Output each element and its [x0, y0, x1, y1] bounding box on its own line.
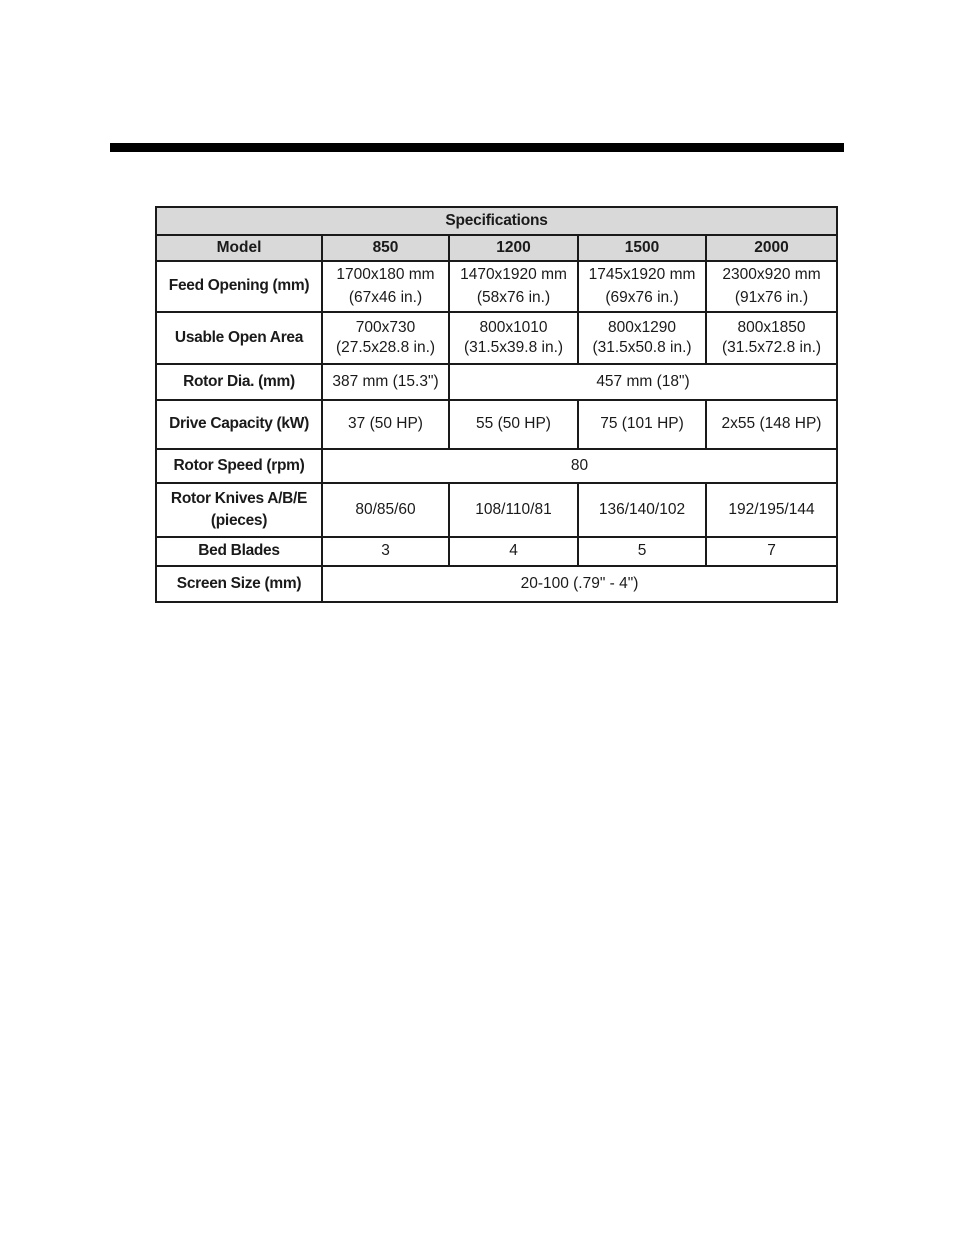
header-rule — [110, 143, 844, 152]
cell-line: 2300x920 mm — [722, 266, 821, 284]
row-label-drive-capacity: Drive Capacity (kW) — [156, 400, 322, 449]
header-850: 850 — [322, 235, 449, 261]
header-1500: 1500 — [578, 235, 706, 261]
table-row — [156, 261, 837, 312]
cell-line: 1745x1920 mm — [588, 266, 696, 284]
cell-line: 700x730 — [355, 318, 416, 336]
cell-line: (67x46 in.) — [348, 288, 423, 306]
row-label-rotor-speed: Rotor Speed (rpm) — [156, 449, 322, 483]
table-row — [156, 400, 837, 449]
cell-line: 1700x180 mm — [336, 266, 435, 284]
table-cell: 5 — [578, 537, 706, 566]
table-cell — [322, 312, 449, 364]
table-cell — [706, 261, 837, 312]
table-cell — [578, 312, 706, 364]
table-row — [156, 483, 837, 537]
table-cell: 192/195/144 — [706, 483, 837, 537]
table-cell — [449, 261, 578, 312]
header-2000: 2000 — [706, 235, 837, 261]
header-1200: 1200 — [449, 235, 578, 261]
table-row — [156, 537, 837, 566]
table-cell: 80 — [322, 449, 837, 483]
table-cell — [706, 312, 837, 364]
table-cell — [322, 261, 449, 312]
cell-line: 1470x1920 mm — [460, 266, 567, 284]
header-model: Model — [156, 235, 322, 261]
table-cell: 457 mm (18") — [449, 364, 837, 400]
table-cell: 75 (101 HP) — [578, 400, 706, 449]
row-label-rotor-dia: Rotor Dia. (mm) — [156, 364, 322, 400]
row-label-screen-size: Screen Size (mm) — [156, 566, 322, 602]
table-row — [156, 449, 837, 483]
caption-row — [156, 207, 837, 235]
cell-line: 800x1290 — [607, 318, 677, 336]
table-cell — [449, 312, 578, 364]
table-cell: 55 (50 HP) — [449, 400, 578, 449]
table-cell: 3 — [322, 537, 449, 566]
table-cell: 2x55 (148 HP) — [706, 400, 837, 449]
table-row — [156, 364, 837, 400]
table-cell: 7 — [706, 537, 837, 566]
table-cell: 80/85/60 — [322, 483, 449, 537]
row-label-usable-open-area: Usable Open Area — [156, 312, 322, 364]
cell-line: (31.5x50.8 in.) — [592, 339, 692, 356]
table-row — [156, 566, 837, 602]
cell-line: (58x76 in.) — [476, 288, 551, 306]
row-label-line: (pieces) — [210, 512, 268, 529]
table-cell — [578, 261, 706, 312]
table-cell: 108/110/81 — [449, 483, 578, 537]
specifications-table — [155, 206, 838, 603]
table-row — [156, 312, 837, 364]
table-caption: Specifications — [156, 207, 837, 235]
header-row — [156, 235, 837, 261]
cell-line: (69x76 in.) — [605, 288, 679, 306]
cell-line: (91x76 in.) — [734, 288, 809, 306]
table-cell: 4 — [449, 537, 578, 566]
row-label-bed-blades: Bed Blades — [156, 537, 322, 566]
row-label-feed-opening: Feed Opening (mm) — [156, 261, 322, 312]
cell-line: (27.5x28.8 in.) — [335, 339, 436, 356]
row-label-rotor-knives — [156, 483, 322, 537]
table-cell: 20-100 (.79" - 4") — [322, 566, 837, 602]
cell-line: 800x1850 — [737, 318, 806, 336]
table-cell: 37 (50 HP) — [322, 400, 449, 449]
cell-line: (31.5x72.8 in.) — [721, 339, 822, 356]
row-label-line: Rotor Knives A/B/E — [170, 489, 308, 507]
cell-line: (31.5x39.8 in.) — [463, 339, 564, 356]
cell-line: 800x1010 — [479, 318, 548, 336]
table-cell: 387 mm (15.3") — [322, 364, 449, 400]
table-cell: 136/140/102 — [578, 483, 706, 537]
